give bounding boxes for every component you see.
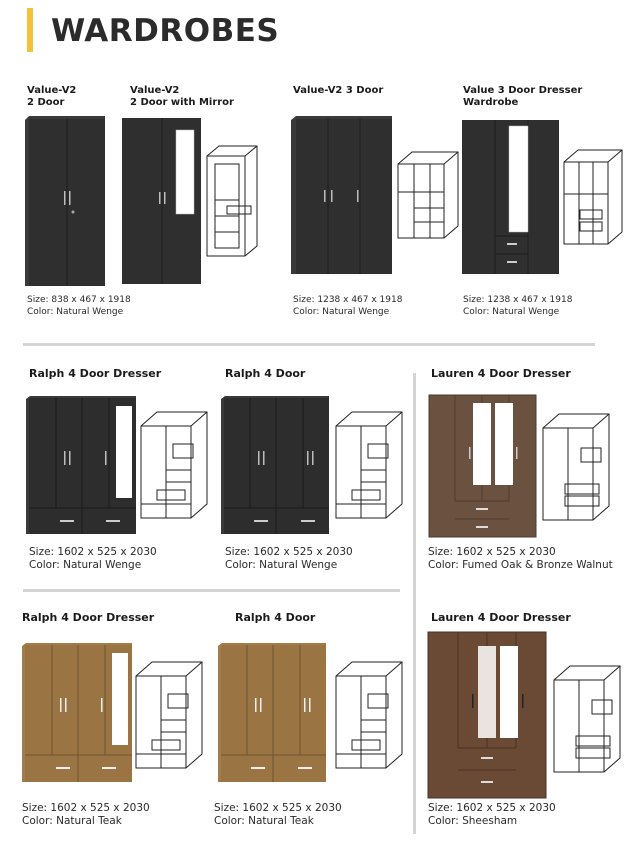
wardrobe-interior-drawing xyxy=(134,660,204,772)
product-spec: Size: 1602 x 525 x 2030 Color: Fumed Oak & Bronze Walnut xyxy=(428,546,613,571)
wardrobe-interior-drawing xyxy=(396,150,460,240)
product-title: Value-V2 3 Door xyxy=(293,85,384,96)
wardrobe-image xyxy=(218,643,328,786)
section-divider xyxy=(23,589,400,592)
page-title: WARDROBES xyxy=(51,13,280,49)
product-spec: Size: 1238 x 467 x 1918 Color: Natural Wenge xyxy=(293,295,403,317)
wardrobe-interior-drawing xyxy=(541,412,611,524)
product-title: Ralph 4 Door xyxy=(235,611,316,624)
product-spec: Size: 1602 x 525 x 2030 Color: Natural Teak xyxy=(22,802,150,827)
wardrobe-image xyxy=(26,396,138,538)
wardrobe-image xyxy=(122,116,202,286)
product-title: Ralph 4 Door xyxy=(225,367,306,380)
product-title: Value-V2 2 Door xyxy=(27,85,77,108)
wardrobe-image xyxy=(462,118,560,276)
product-spec: Size: 1602 x 525 x 2030 Color: Natural Wenge xyxy=(225,546,353,571)
product-title: Lauren 4 Door Dresser xyxy=(431,611,571,624)
section-divider xyxy=(413,373,416,834)
wardrobe-image xyxy=(22,643,134,786)
heading-accent-bar xyxy=(27,8,33,52)
wardrobe-image xyxy=(291,116,393,276)
product-spec: Size: 1602 x 525 x 2030 Color: Sheesham xyxy=(428,802,556,827)
product-spec: Size: 1602 x 525 x 2030 Color: Natural Teak xyxy=(214,802,342,827)
product-title: Ralph 4 Door Dresser xyxy=(22,611,155,624)
wardrobe-image xyxy=(25,116,110,291)
product-title: Value-V2 2 Door with Mirror xyxy=(130,85,234,108)
wardrobe-interior-drawing xyxy=(139,410,209,522)
product-spec: Size: 838 x 467 x 1918 Color: Natural Wenge xyxy=(27,295,131,317)
wardrobe-image xyxy=(428,632,548,800)
product-title: Lauren 4 Door Dresser xyxy=(431,367,571,380)
product-title: Value 3 Door Dresser Wardrobe xyxy=(463,85,583,108)
wardrobe-image xyxy=(221,396,331,538)
product-spec: Size: 1602 x 525 x 2030 Color: Natural Wenge xyxy=(29,546,157,571)
wardrobe-interior-drawing xyxy=(334,660,404,772)
product-title: Ralph 4 Door Dresser xyxy=(29,367,162,380)
section-divider xyxy=(23,343,595,346)
wardrobe-interior-drawing xyxy=(562,148,624,248)
wardrobe-image xyxy=(429,395,537,538)
wardrobe-interior-drawing xyxy=(205,144,260,260)
wardrobe-interior-drawing xyxy=(552,664,622,776)
product-spec: Size: 1238 x 467 x 1918 Color: Natural Wenge xyxy=(463,295,573,317)
wardrobe-interior-drawing xyxy=(334,410,404,522)
